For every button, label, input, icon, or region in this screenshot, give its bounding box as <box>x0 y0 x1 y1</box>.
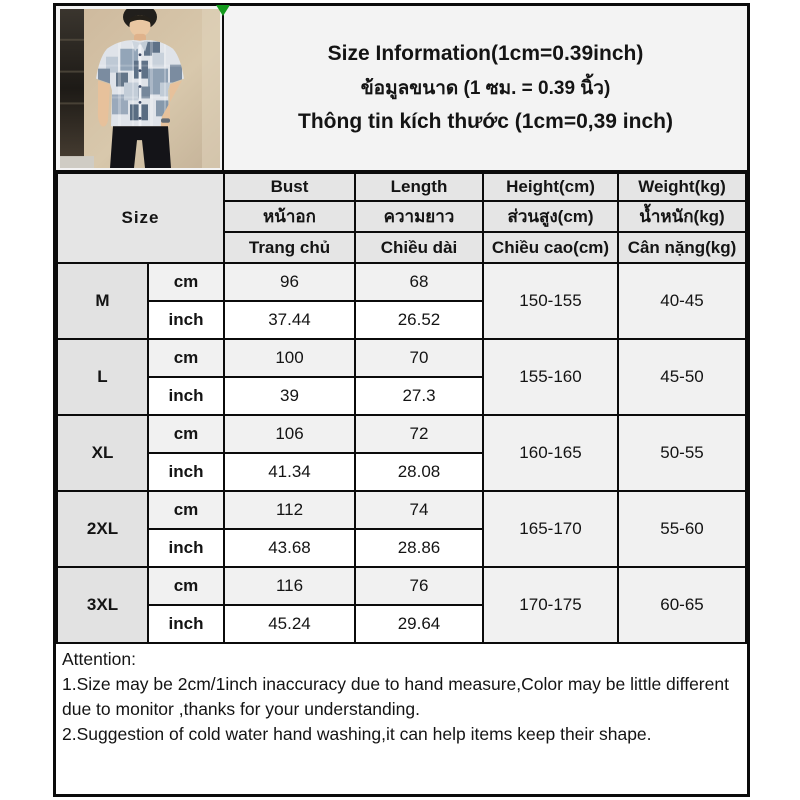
col-header-bust-en: Bust <box>224 173 355 201</box>
size-column-header: Size <box>57 173 224 263</box>
unit-label-cm: cm <box>148 263 224 301</box>
title-vietnamese: Thông tin kích thước (1cm=0,39 inch) <box>298 110 673 133</box>
bust-cm-value: 106 <box>224 415 355 453</box>
col-header-length-en: Length <box>355 173 483 201</box>
unit-label-cm: cm <box>148 491 224 529</box>
length-inch-value: 28.08 <box>355 453 483 491</box>
size-label: M <box>57 263 148 339</box>
unit-label-inch: inch <box>148 301 224 339</box>
length-inch-value: 26.52 <box>355 301 483 339</box>
size-table <box>56 172 747 644</box>
attention-section <box>56 644 747 794</box>
attention-line-2: 2.Suggestion of cold water hand washing,it can help items keep their shape. <box>62 723 652 744</box>
weight-range: 60-65 <box>618 567 746 643</box>
col-header-height-en: Height(cm) <box>483 173 618 201</box>
weight-range: 45-50 <box>618 339 746 415</box>
height-range: 160-165 <box>483 415 618 491</box>
length-cm-value: 74 <box>355 491 483 529</box>
length-cm-value: 68 <box>355 263 483 301</box>
unit-label-cm: cm <box>148 567 224 605</box>
title-block <box>224 6 747 170</box>
length-cm-value: 70 <box>355 339 483 377</box>
length-cm-value: 72 <box>355 415 483 453</box>
title-thai: ข้อมูลขนาด (1 ซม. = 0.39 นิ้ว) <box>360 78 611 99</box>
length-inch-value: 28.86 <box>355 529 483 567</box>
col-header-bust-th: หน้าอก <box>224 201 355 232</box>
col-header-bust-vi: Trang chủ <box>224 232 355 263</box>
green-corner-marker-icon <box>216 5 230 16</box>
col-header-weight-th: น้ำหนัก(kg) <box>618 201 746 232</box>
col-header-height-th: ส่วนสูง(cm) <box>483 201 618 232</box>
product-photo-model-plaid-shirt <box>60 9 220 168</box>
title-english: Size Information(1cm=0.39inch) <box>327 42 644 65</box>
col-header-length-th: ความยาว <box>355 201 483 232</box>
col-header-weight-en: Weight(kg) <box>618 173 746 201</box>
length-cm-value: 76 <box>355 567 483 605</box>
weight-range: 40-45 <box>618 263 746 339</box>
unit-label-inch: inch <box>148 529 224 567</box>
size-label: L <box>57 339 148 415</box>
bust-inch-value: 41.34 <box>224 453 355 491</box>
bust-inch-value: 45.24 <box>224 605 355 643</box>
bust-inch-value: 39 <box>224 377 355 415</box>
size-label: 3XL <box>57 567 148 643</box>
height-range: 165-170 <box>483 491 618 567</box>
height-range: 155-160 <box>483 339 618 415</box>
size-label: XL <box>57 415 148 491</box>
weight-range: 55-60 <box>618 491 746 567</box>
height-range: 170-175 <box>483 567 618 643</box>
bust-cm-value: 116 <box>224 567 355 605</box>
weight-range: 50-55 <box>618 415 746 491</box>
col-header-weight-vi: Cân nặng(kg) <box>618 232 746 263</box>
bust-cm-value: 96 <box>224 263 355 301</box>
size-chart-sheet <box>53 3 750 797</box>
length-inch-value: 27.3 <box>355 377 483 415</box>
bust-cm-value: 112 <box>224 491 355 529</box>
product-photo-cell <box>56 6 224 170</box>
top-section <box>56 6 747 172</box>
col-header-length-vi: Chiều dài <box>355 232 483 263</box>
bust-inch-value: 37.44 <box>224 301 355 339</box>
length-inch-value: 29.64 <box>355 605 483 643</box>
unit-label-inch: inch <box>148 377 224 415</box>
col-header-height-vi: Chiều cao(cm) <box>483 232 618 263</box>
unit-label-inch: inch <box>148 453 224 491</box>
attention-heading: Attention: <box>62 649 136 669</box>
attention-line-1: 1.Size may be 2cm/1inch inaccuracy due to hand measure,Color may be little different due to monitor ,thanks for your understanding. <box>62 673 729 719</box>
bust-inch-value: 43.68 <box>224 529 355 567</box>
unit-label-inch: inch <box>148 605 224 643</box>
height-range: 150-155 <box>483 263 618 339</box>
unit-label-cm: cm <box>148 415 224 453</box>
bust-cm-value: 100 <box>224 339 355 377</box>
size-label: 2XL <box>57 491 148 567</box>
unit-label-cm: cm <box>148 339 224 377</box>
